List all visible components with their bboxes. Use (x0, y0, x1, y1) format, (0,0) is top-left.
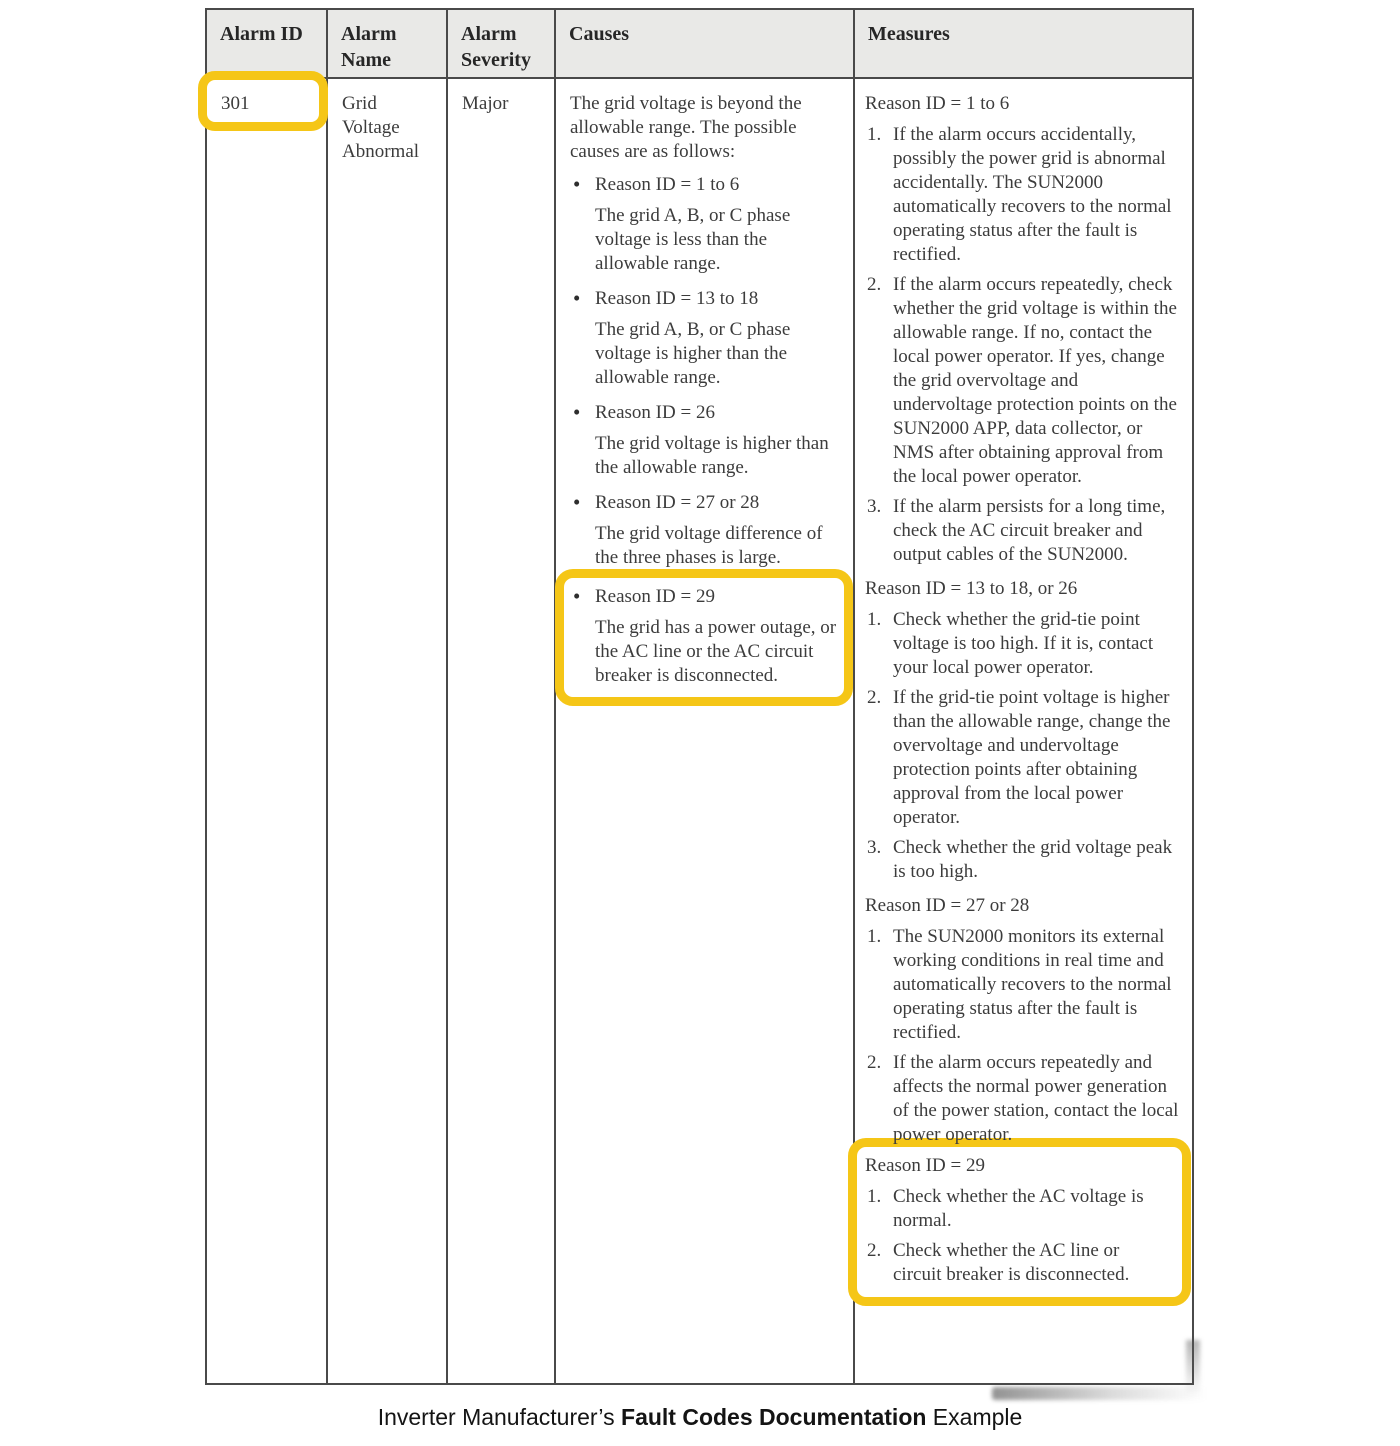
fault-codes-table (205, 8, 1194, 1385)
cause-reason-id: • Reason ID = 29 (570, 585, 840, 609)
alarm-name-value: Grid Voltage Abnormal (342, 93, 420, 162)
caption-prefix: Inverter Manufacturer’s (377, 1404, 622, 1430)
causes-intro: The grid voltage is beyond the allowable range. The possible causes are as follows: (570, 93, 802, 162)
alarm-severity-value: Major (462, 93, 509, 114)
cause-reason-id: • Reason ID = 13 to 18 (570, 287, 841, 311)
alarm-id-value: 301 (221, 93, 250, 114)
measures-reason-header: Reason ID = 27 or 28 (865, 895, 1030, 916)
cause-description: The grid A, B, or C phase voltage is less than the allowable range. (595, 205, 791, 274)
caption-bold-title: Fault Codes Documentation (621, 1404, 927, 1430)
cause-bullet (570, 401, 841, 480)
measures-step: If the alarm persists for a long time, check the AC circuit breaker and output cables of the SUN2000. (893, 496, 1166, 565)
measures-reason-header: Reason ID = 1 to 6 (865, 93, 1010, 114)
cause-description: The grid voltage is higher than the allowable range. (595, 433, 829, 478)
measures-step: The SUN2000 monitors its external working conditions in real time and automatically recovers to the normal operating status after the fault is rectified. (893, 926, 1172, 1043)
cause-bullet (570, 173, 841, 276)
measures-section (865, 92, 1180, 567)
alarm-severity-cell (448, 79, 556, 1383)
cause-bullet (570, 491, 841, 570)
measures-cell (855, 79, 1192, 1383)
photo-shadow-artifact (1186, 1340, 1200, 1395)
photo-shadow-artifact (992, 1387, 1207, 1400)
cause-description: The grid has a power outage, or the AC line or the AC circuit breaker is disconnected. (595, 617, 837, 686)
measures-reason-header: Reason ID = 13 to 18, or 26 (865, 578, 1078, 599)
measures-step: Check whether the grid-tie point voltage is too high. If it is, contact your local power operator. (893, 609, 1154, 678)
measures-reason-header: Reason ID = 29 (865, 1155, 985, 1176)
highlight-box-cause-reason-29 (555, 569, 853, 706)
column-header-alarm-name: Alarm Name (328, 10, 448, 79)
measures-step: If the alarm occurs repeatedly, check whether the grid voltage is within the allowable range. If no, contact the local power operator. If yes, change the grid overvoltage and undervoltage protection points on the SUN2000 APP, data collector, or NMS after obtaining approval from the local power operator. (893, 274, 1177, 487)
caption-suffix: Example (926, 1404, 1023, 1430)
cause-description: The grid A, B, or C phase voltage is higher than the allowable range. (595, 319, 791, 388)
column-header-alarm-id: Alarm ID (207, 10, 328, 79)
figure-caption (0, 1402, 1400, 1432)
measures-step: If the alarm occurs repeatedly and affects the normal power generation of the power station, contact the local power operator. (893, 1052, 1179, 1145)
highlight-box-measures-reason-29 (848, 1138, 1191, 1306)
alarm-name-cell (328, 79, 448, 1383)
cause-bullet (570, 287, 841, 390)
column-header-alarm-severity: Alarm Severity (448, 10, 556, 79)
column-header-measures: Measures (855, 10, 1192, 79)
measures-step: Check whether the AC line or circuit breaker is disconnected. (893, 1240, 1130, 1285)
cause-reason-id: • Reason ID = 26 (570, 401, 841, 425)
cause-reason-id: • Reason ID = 27 or 28 (570, 491, 841, 515)
causes-cell (556, 79, 855, 1383)
measures-step: Check whether the grid voltage peak is too high. (893, 837, 1173, 882)
cause-reason-id: • Reason ID = 1 to 6 (570, 173, 841, 197)
measures-step: Check whether the AC voltage is normal. (893, 1186, 1144, 1231)
alarm-id-cell (207, 79, 328, 1383)
measures-step: If the alarm occurs accidentally, possibly the power grid is abnormal accidentally. The SUN2000 automatically recovers to the normal operating status after the fault is rectified. (893, 124, 1172, 265)
column-header-causes: Causes (556, 10, 855, 79)
highlight-box-alarm-id (198, 71, 328, 131)
measures-step: If the grid-tie point voltage is higher than the allowable range, change the overvoltage and undervoltage protection points after obtaining approval from the local power operator. (893, 687, 1171, 828)
measures-section (865, 577, 1180, 884)
cause-description: The grid voltage difference of the three phases is large. (595, 523, 823, 568)
measures-section (865, 894, 1180, 1147)
